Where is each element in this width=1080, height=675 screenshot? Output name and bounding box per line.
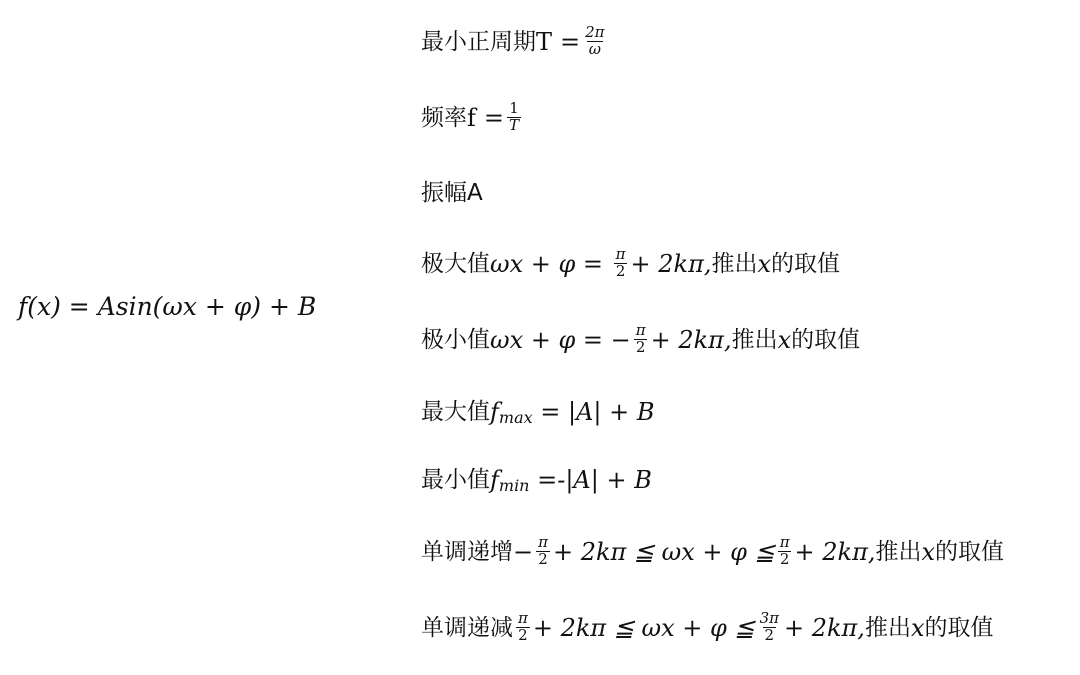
period-line — [421, 23, 610, 59]
decreasing-rest: + 2kπ, — [783, 614, 865, 643]
local-max-tail2: 的取值 — [771, 250, 841, 277]
decreasing-mid: + 2kπ ≦ ωx + φ ≦ — [532, 614, 755, 643]
increasing-denominator-2: 2 — [779, 549, 790, 568]
amplitude-line — [421, 182, 483, 205]
local-max-fraction — [614, 247, 628, 280]
minimum-subscript: min — [498, 476, 530, 495]
increasing-tail1: 推出 — [875, 538, 922, 565]
increasing-fraction-1 — [536, 535, 550, 568]
period-var: T — [536, 28, 553, 57]
decreasing-tail2: 的取值 — [924, 614, 994, 641]
local-min-x: x — [777, 326, 792, 355]
local-min-tail1: 推出 — [731, 326, 778, 353]
local-min-tail2: 的取值 — [791, 326, 861, 353]
maximum-line — [421, 398, 655, 427]
local-min-line — [421, 321, 861, 357]
period-eq: = — [560, 28, 581, 57]
decreasing-tail1: 推出 — [864, 614, 911, 641]
decreasing-numerator-1: π — [518, 609, 528, 627]
local-max-x: x — [757, 250, 772, 279]
amplitude-var: A — [467, 180, 483, 206]
local-max-numerator: π — [615, 245, 626, 263]
increasing-label: 单调递增 — [421, 538, 513, 565]
local-min-numerator: π — [635, 321, 646, 339]
local-max-rest: + 2kπ, — [630, 250, 712, 279]
decreasing-numerator-2: 3π — [759, 609, 779, 627]
decreasing-fraction-1 — [516, 611, 530, 644]
increasing-pre: − — [513, 538, 534, 567]
local-min-denominator: 2 — [635, 337, 646, 356]
minimum-rest: =-|A| + B — [529, 466, 652, 494]
increasing-tail2: 的取值 — [935, 538, 1005, 565]
local-max-line — [421, 245, 841, 281]
increasing-mid: + 2kπ ≦ ωx + φ ≦ — [552, 538, 775, 567]
increasing-fraction-2 — [778, 535, 792, 568]
maximum-rest: = |A| + B — [532, 398, 655, 426]
frequency-eq: = — [483, 104, 504, 133]
decreasing-fraction-2 — [758, 611, 781, 644]
period-numerator: 2π — [585, 23, 605, 41]
decreasing-x: x — [910, 614, 925, 643]
local-min-lhs: ωx + φ = − — [490, 326, 631, 355]
decreasing-line — [421, 609, 994, 645]
increasing-line — [421, 533, 1005, 569]
increasing-x: x — [921, 538, 936, 567]
local-min-label: 极小值 — [421, 326, 490, 353]
decreasing-denominator-2: 2 — [764, 625, 775, 644]
decreasing-label: 单调递减 — [421, 614, 513, 641]
local-max-label: 极大值 — [421, 250, 490, 277]
amplitude-label: 振幅 — [421, 180, 467, 206]
increasing-rest: + 2kπ, — [794, 538, 876, 567]
local-min-fraction — [634, 323, 648, 356]
minimum-line — [421, 466, 652, 495]
frequency-label: 频率 — [421, 104, 467, 131]
frequency-var: f — [467, 104, 476, 133]
frequency-fraction — [507, 101, 521, 134]
period-label: 最小正周期 — [421, 28, 536, 55]
maximum-label: 最大值 — [421, 398, 490, 425]
local-max-tail1: 推出 — [711, 250, 758, 277]
minimum-f: f — [490, 466, 499, 494]
increasing-denominator-1: 2 — [538, 549, 548, 568]
main-function-formula: f(x) = Asin(ωx + φ) + B — [18, 292, 317, 321]
frequency-denominator: T — [509, 115, 520, 134]
minimum-label: 最小值 — [421, 466, 490, 493]
period-denominator: ω — [588, 39, 601, 58]
frequency-line — [421, 99, 524, 135]
maximum-f: f — [490, 398, 499, 426]
maximum-subscript: max — [498, 408, 533, 427]
local-max-denominator: 2 — [615, 261, 626, 280]
increasing-numerator-1: π — [538, 533, 548, 551]
decreasing-denominator-1: 2 — [518, 625, 528, 644]
frequency-numerator: 1 — [509, 99, 519, 117]
local-max-lhs: ωx + φ = — [490, 250, 611, 279]
period-fraction — [583, 25, 606, 58]
local-min-rest: + 2kπ, — [650, 326, 732, 355]
increasing-numerator-2: π — [779, 533, 790, 551]
